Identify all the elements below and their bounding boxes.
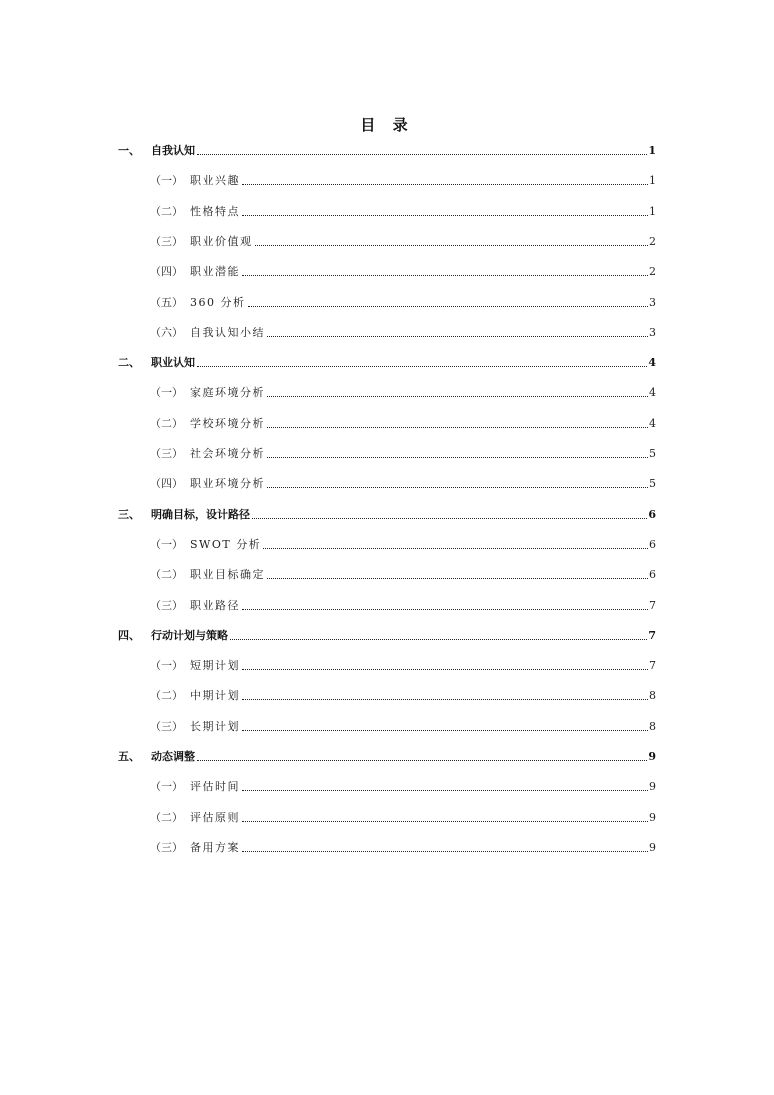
toc-entry-title: 职业目标确定 <box>190 568 265 582</box>
toc-section-entry[interactable] <box>150 805 656 825</box>
toc-dot-leader <box>242 790 648 791</box>
toc-page-number: 4 <box>649 416 656 430</box>
toc-page-number: 8 <box>649 689 656 703</box>
toc-entry-title: 短期计划 <box>190 659 240 673</box>
toc-page-number: 9 <box>649 780 656 794</box>
toc-section-entry[interactable] <box>150 835 656 855</box>
toc-section-entry[interactable] <box>150 653 656 673</box>
toc-dot-leader <box>197 760 647 761</box>
toc-section-entry[interactable] <box>150 380 656 400</box>
toc-page-number: 5 <box>649 477 656 491</box>
toc-dot-leader <box>242 215 648 216</box>
toc-section-entry[interactable] <box>150 199 656 219</box>
toc-entry-number: 三、 <box>118 507 140 521</box>
toc-page-number: 9 <box>649 810 656 824</box>
toc-entry-number: （三） <box>150 719 183 733</box>
toc-page-number: 6 <box>648 507 656 521</box>
toc-page-number: 5 <box>649 447 656 460</box>
toc-chapter-entry[interactable] <box>118 502 656 522</box>
toc-dot-leader <box>242 184 648 185</box>
toc-dot-leader <box>267 487 648 488</box>
toc-entry-number: （一） <box>150 537 183 551</box>
toc-page-number: 1 <box>648 144 656 157</box>
toc-dot-leader <box>197 154 647 155</box>
toc-section-entry[interactable] <box>150 168 656 188</box>
toc-chapter-entry[interactable] <box>118 138 656 158</box>
toc-entry-title: 职业认知 <box>151 356 195 370</box>
toc-entry-number: 二、 <box>118 356 140 370</box>
toc-entry-title: 学校环境分析 <box>190 416 265 430</box>
toc-entry-title: 家庭环境分析 <box>190 386 265 400</box>
toc-section-entry[interactable] <box>150 562 656 582</box>
toc-section-entry[interactable] <box>150 593 656 613</box>
toc-section-entry[interactable] <box>150 774 656 794</box>
toc-entry-number: （二） <box>150 204 183 218</box>
toc-entry-number: （一） <box>150 659 183 673</box>
toc-entry-number: 五、 <box>118 750 140 763</box>
toc-section-entry[interactable] <box>150 259 656 279</box>
toc-entry-number: （三） <box>150 234 183 248</box>
toc-entry-title: 明确目标，设计路径 <box>151 507 250 521</box>
toc-page-number: 7 <box>648 628 656 642</box>
toc-entry-number: （四） <box>150 265 183 279</box>
toc-entry-number: （六） <box>150 325 183 339</box>
toc-entry-number: （五） <box>150 295 183 309</box>
toc-dot-leader <box>242 851 648 852</box>
toc-page-number: 7 <box>649 598 656 612</box>
toc-chapter-entry[interactable] <box>118 744 656 764</box>
toc-entry-title: 职业价值观 <box>190 234 253 248</box>
toc-section-entry[interactable] <box>150 471 656 491</box>
toc-dot-leader <box>263 548 648 549</box>
toc-entry-number: （一） <box>150 174 183 188</box>
toc-entry-number: 一、 <box>118 144 140 157</box>
toc-section-entry[interactable] <box>150 683 656 703</box>
toc-section-entry[interactable] <box>150 532 656 552</box>
toc-section-entry[interactable] <box>150 411 656 431</box>
toc-page-number: 6 <box>649 568 656 582</box>
toc-entry-title: 性格特点 <box>190 204 240 218</box>
toc-page-number: 4 <box>648 356 656 370</box>
toc-page-number: 2 <box>649 234 656 248</box>
toc-entry-title: 行动计划与策略 <box>151 628 228 642</box>
toc-entry-number: （一） <box>150 386 183 400</box>
toc-entry-number: （三） <box>150 840 183 854</box>
toc-entry-number: （三） <box>150 447 183 460</box>
toc-dot-leader <box>242 821 648 822</box>
toc-page-number: 1 <box>649 174 656 188</box>
toc-dot-leader <box>267 578 648 579</box>
toc-dot-leader <box>252 518 647 519</box>
toc-dot-leader <box>255 245 649 246</box>
toc-entry-title: 职业兴趣 <box>190 174 240 188</box>
toc-page-number: 9 <box>648 750 656 763</box>
toc-page-number: 7 <box>649 659 656 673</box>
toc-entry-title: 动态调整 <box>151 750 195 763</box>
toc-entry-number: （三） <box>150 598 183 612</box>
toc-dot-leader <box>230 639 647 640</box>
toc-entry-title: 长期计划 <box>190 719 240 733</box>
toc-page-number: 8 <box>649 719 656 733</box>
toc-entry-title: 备用方案 <box>190 840 240 854</box>
toc-entry-title: 社会环境分析 <box>190 447 265 460</box>
toc-entry-title: SWOT 分析 <box>190 537 262 551</box>
toc-entry-number: 四、 <box>118 628 140 642</box>
toc-dot-leader <box>242 730 648 731</box>
toc-entry-title: 自我认知 <box>151 144 195 157</box>
toc-dot-leader <box>242 699 648 700</box>
toc-page-number: 4 <box>649 386 656 400</box>
toc-dot-leader <box>242 609 648 610</box>
toc-page-number: 1 <box>649 204 656 218</box>
toc-section-entry[interactable] <box>150 290 656 310</box>
toc-entry-title: 360 分析 <box>190 295 246 309</box>
toc-section-entry[interactable] <box>150 229 656 249</box>
toc-title: 目 录 <box>360 116 414 134</box>
toc-chapter-entry[interactable] <box>118 623 656 643</box>
toc-entry-number: （二） <box>150 416 183 430</box>
toc-entry-number: （四） <box>150 477 183 491</box>
toc-entry-title: 职业环境分析 <box>190 477 265 491</box>
toc-entry-number: （二） <box>150 689 183 703</box>
toc-page-number: 9 <box>649 840 656 854</box>
toc-dot-leader <box>248 306 649 307</box>
toc-entry-title: 评估时间 <box>190 780 240 794</box>
toc-dot-leader <box>197 366 647 367</box>
toc-entry-title: 职业路径 <box>190 598 240 612</box>
toc-page-number: 3 <box>649 295 656 309</box>
toc-page-number: 6 <box>649 537 656 551</box>
toc-dot-leader <box>267 336 648 337</box>
toc-entry-title: 职业潜能 <box>190 265 240 279</box>
toc-page-number: 3 <box>649 325 656 339</box>
toc-entry-number: （一） <box>150 780 183 794</box>
toc-page-number: 2 <box>649 265 656 279</box>
toc-dot-leader <box>242 669 648 670</box>
toc-dot-leader <box>267 396 648 397</box>
toc-dot-leader <box>267 427 648 428</box>
toc-entry-number: （二） <box>150 568 183 582</box>
toc-entry-title: 中期计划 <box>190 689 240 703</box>
toc-section-entry[interactable] <box>150 441 656 461</box>
toc-chapter-entry[interactable] <box>118 350 656 370</box>
toc-entry-number: （二） <box>150 810 183 824</box>
toc-section-entry[interactable] <box>150 714 656 734</box>
toc-dot-leader <box>242 275 648 276</box>
toc-dot-leader <box>267 457 648 458</box>
toc-section-entry[interactable] <box>150 320 656 340</box>
toc-entry-title: 评估原则 <box>190 810 240 824</box>
toc-entry-title: 自我认知小结 <box>190 325 265 339</box>
